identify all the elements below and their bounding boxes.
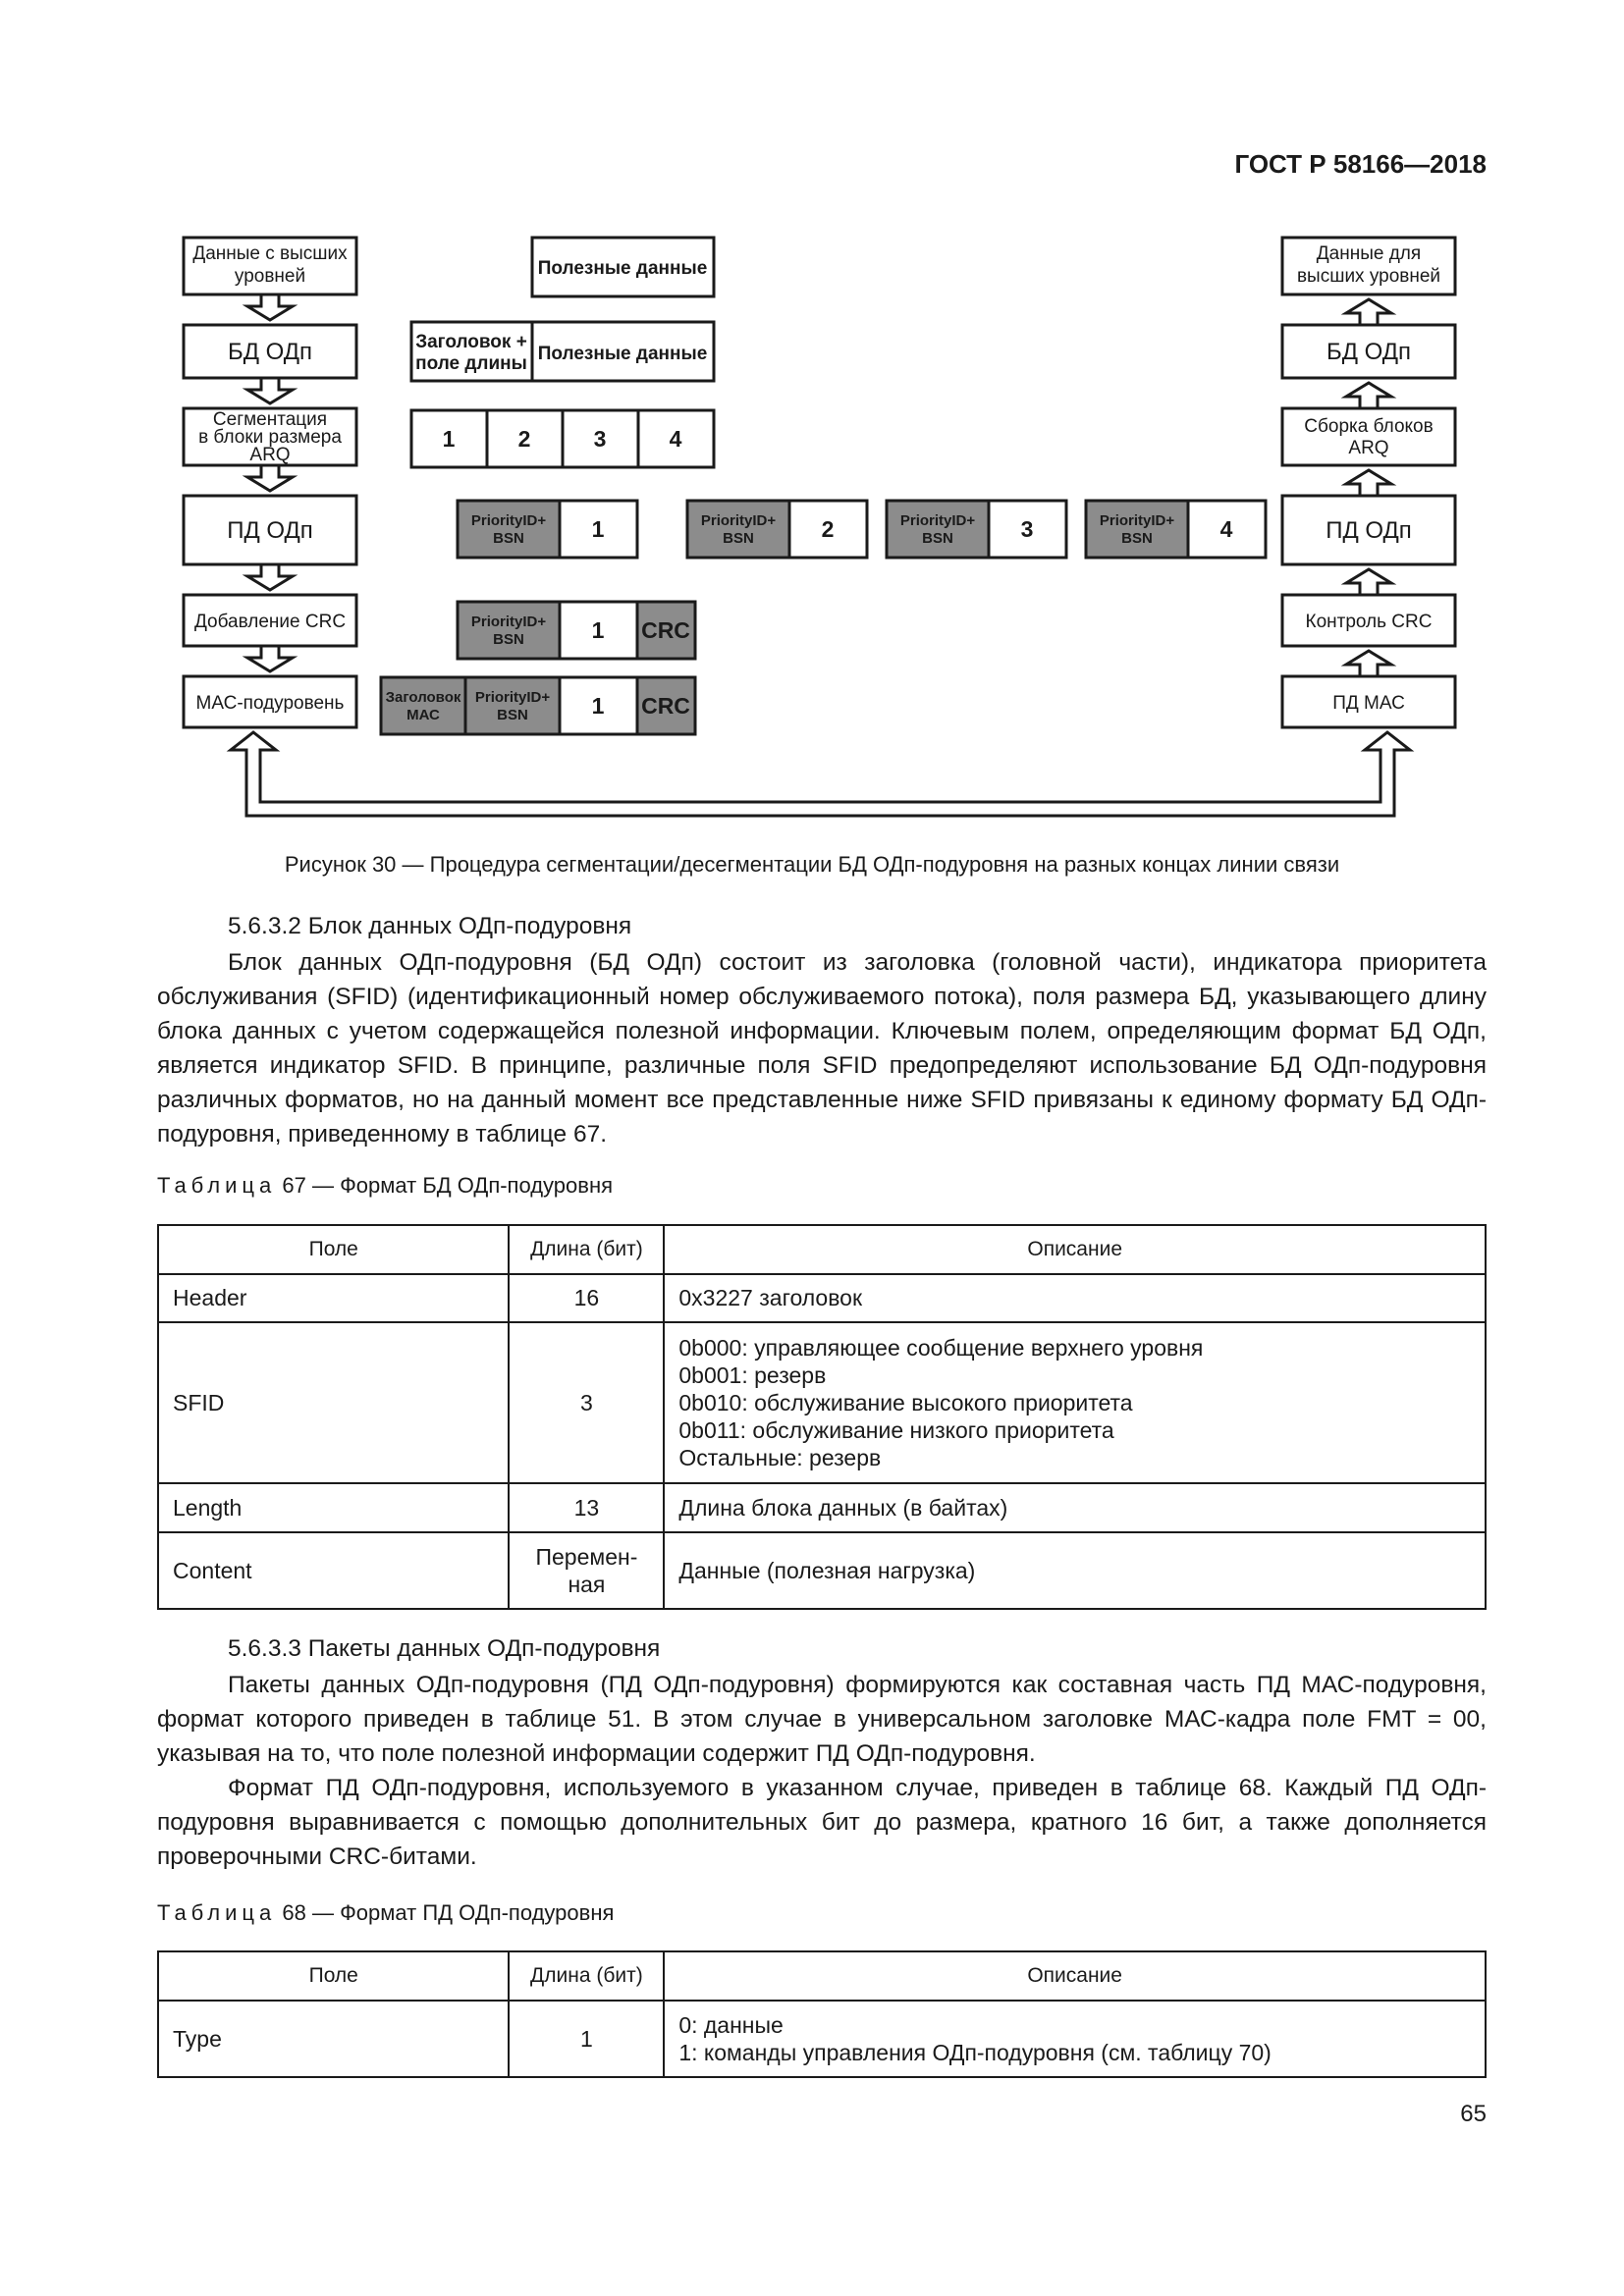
table-row — [158, 2001, 1486, 2077]
left-higher-levels-box — [184, 238, 356, 294]
svg-text:Сегментация: Сегментация — [212, 409, 328, 430]
down-arrow-icon — [247, 564, 293, 590]
frame-with-crc — [458, 602, 695, 659]
description-cell: 0x3227 заголовок — [664, 1274, 1486, 1322]
left-mac-sublevel-box — [184, 676, 356, 727]
payload-box — [532, 238, 714, 296]
svg-text:МАС: МАС — [406, 707, 440, 723]
left-higher-levels-line2: уровней — [234, 266, 306, 287]
svg-text:ПД ОДп: ПД ОДп — [227, 517, 313, 544]
svg-text:BSN: BSN — [723, 530, 754, 547]
svg-text:высших уровней: высших уровней — [1296, 266, 1441, 287]
svg-text:CRC: CRC — [641, 693, 690, 719]
table-row — [158, 1532, 1486, 1609]
svg-text:PriorityID+: PriorityID+ — [899, 512, 976, 529]
document-id: ГОСТ Р 58166—2018 — [1234, 149, 1487, 179]
svg-text:4: 4 — [1219, 516, 1233, 542]
column-header: Поле — [158, 1225, 509, 1274]
down-arrow-icon — [247, 465, 293, 491]
description-cell — [664, 1322, 1486, 1483]
length-cell: 13 — [509, 1483, 664, 1532]
table-caption: 67 — Формат БД ОДп-подуровня — [276, 1173, 614, 1198]
right-pd-odp-box — [1282, 496, 1455, 564]
svg-text:3: 3 — [593, 426, 607, 452]
svg-text:1: 1 — [591, 516, 605, 542]
svg-text:Сборка блоков: Сборка блоков — [1304, 416, 1434, 437]
table-label: Таблица — [157, 1900, 277, 1925]
table-67-title — [157, 1173, 613, 1199]
svg-text:МАС-подуровень: МАС-подуровень — [195, 693, 345, 714]
field-cell: Content — [158, 1532, 509, 1609]
svg-text:3: 3 — [1020, 516, 1034, 542]
frame-segment-2 — [687, 501, 867, 558]
paragraph-text: Блок данных ОДп-подуровня (БД ОДп) состоит из заголовка (головной части), индикатора приоритета обслуживания (SFID) (идентификационный номер обслуживаемого потока), поля размера БД, указывающего длину блока данных с учетом содержащейся полезной информации. Ключевым полем, определяющим формат БД ОДп, является индикатор SFID. В принципе, различные поля SFID предопределяют использование БД ОДп-подуровня различных форматов, но на данный момент все представленные ниже SFID привязаны к единому формату БД ОДп-подуровня, приведенному в таблице 67. — [157, 949, 1487, 1148]
column-header: Поле — [158, 1951, 509, 2001]
length-line: Перемен- — [535, 1544, 638, 1570]
table-caption: 68 — Формат ПД ОДп-подуровня — [276, 1900, 615, 1925]
description-cell: Данные (полезная нагрузка) — [664, 1532, 1486, 1609]
paragraph — [157, 1668, 1487, 1874]
left-higher-levels-line1: Данные с высших — [192, 243, 348, 264]
svg-text:ARQ: ARQ — [1348, 438, 1389, 458]
svg-text:БД ОДп: БД ОДп — [227, 339, 313, 365]
svg-text:Данные для: Данные для — [1316, 243, 1422, 264]
svg-text:Заголовок: Заголовок — [385, 689, 461, 706]
svg-text:ПД МАС: ПД МАС — [1332, 693, 1405, 714]
table-header-row — [158, 1225, 1486, 1274]
svg-text:ARQ: ARQ — [249, 445, 291, 465]
right-assembly-box — [1282, 408, 1455, 465]
description-line: 0b000: управляющее сообщение верхнего уровня — [678, 1335, 1204, 1361]
table-68 — [157, 1950, 1487, 2078]
column-header: Длина (бит) — [509, 1951, 664, 2001]
svg-text:BSN: BSN — [493, 530, 524, 547]
svg-text:CRC: CRC — [641, 617, 690, 643]
svg-text:4: 4 — [669, 426, 682, 452]
up-arrow-icon — [1346, 383, 1391, 408]
description-cell: Длина блока данных (в байтах) — [664, 1483, 1486, 1532]
svg-text:1: 1 — [591, 617, 605, 643]
field-cell: Type — [158, 2001, 509, 2077]
mac-frame — [381, 677, 695, 734]
table-header-row — [158, 1951, 1486, 2001]
length-line: ная — [568, 1572, 606, 1597]
segmentation-diagram — [0, 0, 1624, 864]
right-crc-check-box — [1282, 595, 1455, 646]
down-arrow-icon — [247, 646, 293, 671]
table-row — [158, 1322, 1486, 1483]
column-header: Описание — [664, 1951, 1486, 2001]
svg-text:PriorityID+: PriorityID+ — [474, 689, 551, 706]
svg-text:PriorityID+: PriorityID+ — [470, 512, 547, 529]
field-cell: Length — [158, 1483, 509, 1532]
svg-text:Заголовок +: Заголовок + — [415, 332, 527, 352]
svg-text:Добавление CRC: Добавление CRC — [193, 612, 347, 632]
frame-segment-4 — [1086, 501, 1266, 558]
svg-text:PriorityID+: PriorityID+ — [1099, 512, 1175, 529]
link-connector — [231, 732, 1410, 816]
left-bd-odp-box — [184, 325, 356, 378]
description-line: Остальные: резерв — [678, 1445, 882, 1470]
svg-text:БД ОДп: БД ОДп — [1326, 339, 1412, 365]
table-row — [158, 1274, 1486, 1322]
right-pd-mac-box — [1282, 676, 1455, 727]
length-cell: 16 — [509, 1274, 664, 1322]
svg-text:2: 2 — [517, 426, 531, 452]
svg-text:BSN: BSN — [1121, 530, 1153, 547]
column-header: Описание — [664, 1225, 1486, 1274]
svg-text:PriorityID+: PriorityID+ — [470, 614, 547, 630]
down-arrow-icon — [247, 294, 293, 320]
up-arrow-icon — [1346, 651, 1391, 676]
payload-box — [532, 322, 714, 381]
svg-text:ПД ОДп: ПД ОДп — [1326, 517, 1412, 544]
figure-caption: Рисунок 30 — Процедура сегментации/десегментации БД ОДп-подуровня на разных концах линии связи — [284, 852, 1340, 877]
description-line: 0b010: обслуживание высокого приоритета — [678, 1390, 1133, 1415]
paragraph — [157, 945, 1487, 1151]
up-arrow-icon — [1346, 470, 1391, 496]
table-row — [158, 1483, 1486, 1532]
right-higher-levels-box — [1282, 238, 1455, 294]
description-line: 0: данные — [678, 2012, 784, 2038]
left-segmentation-box — [184, 408, 356, 465]
left-pd-odp-box — [184, 496, 356, 564]
svg-text:в блоки размера: в блоки размера — [198, 427, 342, 448]
svg-text:Полезные данные: Полезные данные — [537, 344, 708, 364]
field-cell: SFID — [158, 1322, 509, 1483]
table-label: Таблица — [157, 1173, 277, 1198]
left-add-crc-box — [184, 595, 356, 646]
description-cell — [664, 2001, 1486, 2077]
header-length-box — [411, 322, 532, 381]
svg-text:1: 1 — [442, 426, 456, 452]
section-title: 5.6.3.2 Блок данных ОДп-подуровня — [228, 913, 632, 939]
section-title: 5.6.3.3 Пакеты данных ОДп-подуровня — [228, 1635, 661, 1662]
svg-text:BSN: BSN — [922, 530, 953, 547]
svg-text:2: 2 — [821, 516, 835, 542]
description-line: 0b001: резерв — [678, 1362, 827, 1388]
svg-text:поле длины: поле длины — [415, 353, 527, 374]
right-bd-odp-box — [1282, 325, 1455, 378]
frame-segment-1 — [458, 501, 637, 558]
paragraph-text: Формат ПД ОДп-подуровня, используемого в указанном случае, приведен в таблице 68. Каждый ПД ОДп-подуровня выравнивается с помощью дополнительных бит до размера, кратного 16 бит, а также дополняется проверочными CRC-битами. — [157, 1775, 1487, 1870]
up-arrow-icon — [1346, 569, 1391, 595]
svg-text:Контроль CRC: Контроль CRC — [1305, 612, 1433, 632]
field-cell: Header — [158, 1274, 509, 1322]
svg-text:1: 1 — [591, 693, 605, 719]
segment-blocks — [411, 410, 714, 467]
paragraph-text: Пакеты данных ОДп-подуровня (ПД ОДп-подуровня) формируются как составная часть ПД МАС-подуровня, формат которого приведен в таблице 51. В этом случае в универсальном заголовке МАС-кадра поле FMT = 00, указывая на то, что поле полезной информации содержит ПД ОДп-подуровня. — [157, 1672, 1487, 1767]
length-cell: 3 — [509, 1322, 664, 1483]
up-arrow-icon — [1346, 299, 1391, 325]
length-cell — [509, 1532, 664, 1609]
frame-segment-3 — [887, 501, 1066, 558]
description-line: 1: команды управления ОДп-подуровня (см. таблицу 70) — [678, 2040, 1272, 2065]
down-arrow-icon — [247, 378, 293, 403]
column-header: Длина (бит) — [509, 1225, 664, 1274]
svg-text:Полезные данные: Полезные данные — [537, 258, 708, 279]
length-cell: 1 — [509, 2001, 664, 2077]
table-68-title — [157, 1900, 614, 1926]
page-number: 65 — [1460, 2101, 1487, 2127]
table-67 — [157, 1224, 1487, 1610]
svg-text:BSN: BSN — [497, 707, 528, 723]
description-line: 0b011: обслуживание низкого приоритета — [678, 1417, 1114, 1443]
svg-text:BSN: BSN — [493, 631, 524, 648]
svg-text:PriorityID+: PriorityID+ — [700, 512, 777, 529]
